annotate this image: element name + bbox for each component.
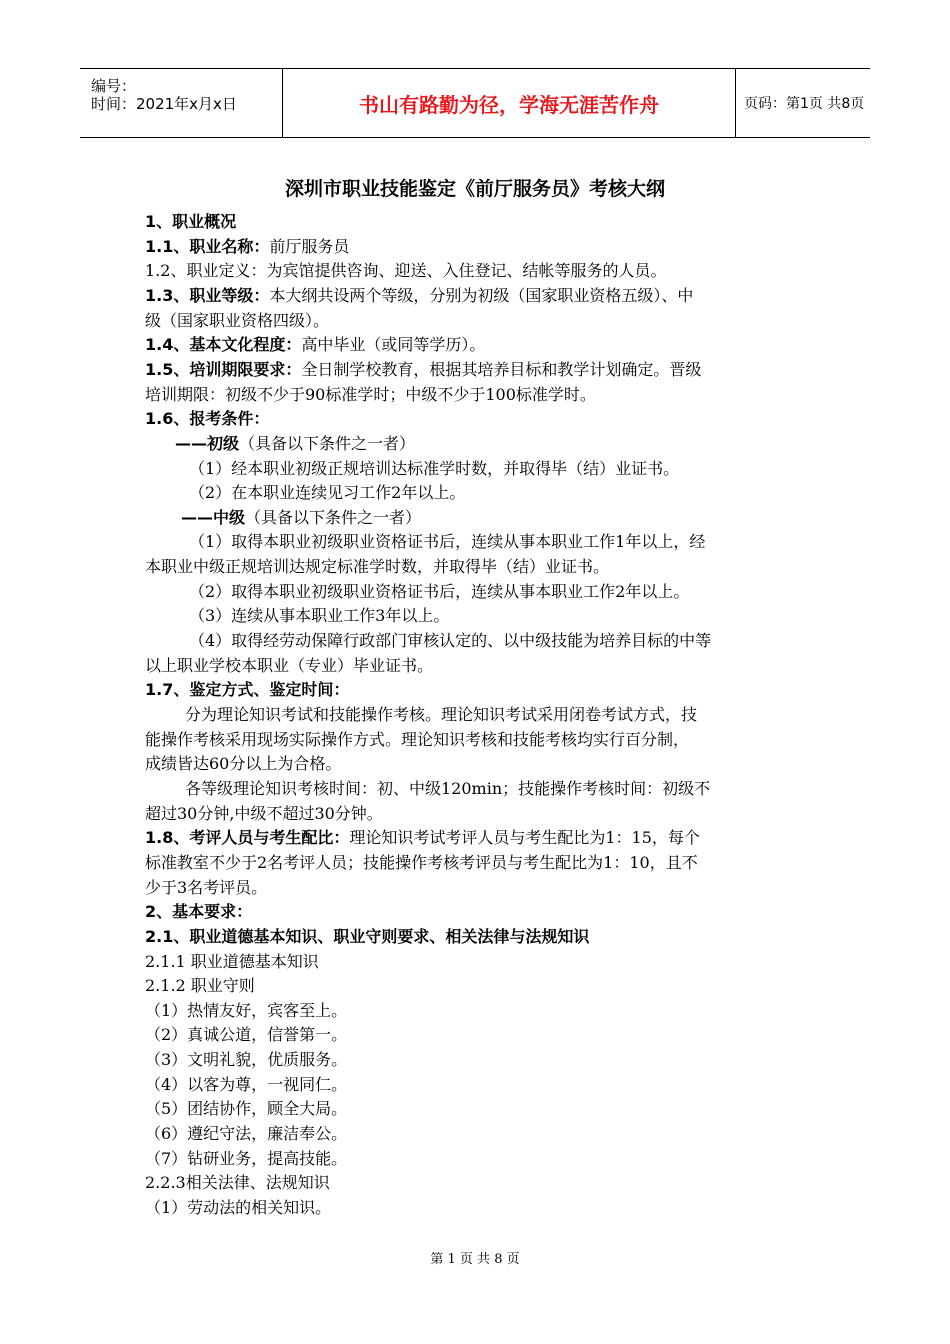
body-line-text: （3）文明礼貌，优质服务。 (145, 1050, 348, 1070)
body-line (185, 703, 697, 727)
body-line (145, 851, 698, 875)
body-line-bold: 1.6、报考条件： (145, 409, 270, 429)
body-line (175, 432, 415, 456)
body-line-text: 各等级理论知识考核时间：初、中级120min；技能操作考核时间：初级不 (185, 778, 711, 798)
body-line (145, 1122, 347, 1146)
body-line (145, 259, 666, 283)
header-motto: 书山有路勤为径，学海无涯苦作舟 (283, 69, 736, 137)
date-label: 时间：2021年x月x日 (91, 95, 237, 113)
body-line-text: 全日制学校教育，根据其培养目标和教学计划确定。晋级 (301, 359, 702, 379)
number-label: 编号： (91, 77, 137, 95)
body-line (145, 309, 329, 333)
body-line (145, 999, 347, 1023)
body-line-text: 2.1.1 职业道德基本知识 (145, 951, 319, 971)
body-line (145, 235, 349, 259)
document-title: 深圳市职业技能鉴定《前厅服务员》考核大纲 (284, 178, 665, 200)
body-line (189, 457, 679, 481)
page-footer: 第 1 页 共 8 页 (430, 1252, 520, 1267)
body-line-text: （具备以下条件之一者） (239, 433, 416, 453)
body-line-bold: 1、职业概况 (145, 212, 237, 231)
body-line-text: （2）取得本职业初级职业资格证书后，连续从事本职业工作2年以上。 (189, 581, 690, 601)
body-line-text: （7）钻研业务，提高技能。 (145, 1148, 348, 1168)
body-line-text: （2）真诚公道，信誉第一。 (145, 1025, 348, 1045)
body-line-text: （4）以客为尊，一视同仁。 (145, 1074, 348, 1094)
body-line (145, 802, 383, 826)
body-line-bold: 1.1、职业名称： (145, 236, 270, 256)
body-line-text: 理论知识考试考评人员与考生配比为1：15，每个 (349, 828, 700, 848)
body-line (145, 974, 255, 998)
body-line (145, 284, 693, 308)
body-line-bold: 1.3、职业等级： (145, 285, 270, 305)
body-line (181, 506, 421, 530)
body-line-bold: 2、基本要求： (145, 902, 253, 922)
body-line-text: 成绩皆达60分以上为合格。 (145, 754, 342, 774)
body-line-text: 2.1.2 职业守则 (145, 976, 255, 996)
body-line (145, 210, 236, 234)
body-line-bold: 1.4、基本文化程度： (145, 335, 302, 355)
body-line (145, 876, 267, 900)
body-line-bold: ——中级 (181, 507, 246, 527)
body-line (145, 407, 269, 431)
body-line-text: （1）热情友好，宾客至上。 (145, 1000, 348, 1020)
header-meta-cell (80, 69, 283, 137)
body-line-text: 分为理论知识考试和技能操作考核。理论知识考试采用闭卷考试方式，技 (185, 705, 698, 724)
body-line-text: 前厅服务员 (269, 236, 350, 256)
body-line-text: 超过30分钟,中级不超过30分钟。 (145, 803, 383, 823)
body-line (145, 678, 349, 702)
body-line-text: 级（国家职业资格四级）。 (145, 310, 330, 330)
body-line-text: 本大纲共设两个等级，分别为初级（国家职业资格五级）、中 (269, 285, 694, 305)
body-line-text: 标准教室不少于2名考评人员；技能操作考核考评员与考生配比为1：10，且不 (145, 852, 698, 872)
body-line-text: 1.2、职业定义：为宾馆提供咨询、迎送、入住登记、结帐等服务的人员。 (145, 261, 667, 281)
body-line (189, 629, 711, 653)
body-line (189, 580, 689, 604)
body-line (145, 333, 485, 357)
body-line-text: 以上职业学校本职业（专业）毕业证书。 (145, 655, 434, 675)
body-line-bold: 1.7、鉴定方式、鉴定时间： (145, 680, 350, 700)
body-line (145, 1147, 347, 1171)
body-line-text: 高中毕业（或同等学历）。 (301, 335, 486, 355)
body-line (145, 1048, 347, 1072)
body-line (145, 358, 701, 382)
body-line-bold: 1.5、培训期限要求： (145, 359, 302, 379)
body-line-text: 本职业中级正规培训达规定标准学时数，并取得毕（结）业证书。 (145, 557, 610, 577)
body-line (145, 1097, 347, 1121)
body-line (145, 900, 252, 924)
body-line-text: （3）连续从事本职业工作3年以上。 (189, 606, 450, 626)
body-line (145, 826, 700, 850)
page-header (80, 68, 870, 138)
body-line-text: 能操作考核采用现场实际操作方式。理论知识考核和技能考核均实行百分制， (145, 729, 690, 749)
body-line (189, 604, 449, 628)
body-line (145, 654, 433, 678)
body-line (145, 925, 589, 949)
body-line-text: （1）经本职业初级正规培训达标准学时数，并取得毕（结）业证书。 (189, 458, 680, 478)
body-line (145, 1171, 330, 1195)
body-line (145, 383, 596, 407)
header-page-info: 页码：第1页 共8页 (744, 96, 865, 112)
body-line-text: （6）遵纪守法，廉洁奉公。 (145, 1124, 348, 1144)
body-line-bold: 2.1、职业道德基本知识、职业守则要求、相关法律与法规知识 (145, 926, 590, 946)
body-line-text: （具备以下条件之一者） (245, 507, 422, 527)
body-line (145, 555, 609, 579)
body-line (145, 1073, 347, 1097)
body-line-text: （1）劳动法的相关知识。 (145, 1198, 332, 1217)
body-line-text: （4）取得经劳动保障行政部门审核认定的、以中级技能为培养目标的中等 (189, 631, 712, 651)
body-line (145, 728, 689, 752)
body-line (145, 752, 341, 776)
body-line (189, 481, 465, 505)
body-line-text: 培训期限：初级不少于90标准学时；中级不少于100标准学时。 (145, 384, 596, 404)
body-line-text: （5）团结协作，顾全大局。 (145, 1099, 348, 1119)
body-line-text: （1）取得本职业初级职业资格证书后，连续从事本职业工作1年以上，经 (189, 532, 706, 552)
body-line (145, 1196, 331, 1220)
body-line (145, 950, 319, 974)
body-line-bold: 1.8、考评人员与考生配比： (145, 828, 350, 848)
body-line-text: 少于3名考评员。 (145, 877, 268, 897)
body-line (145, 1023, 347, 1047)
body-line-bold: ——初级 (175, 433, 240, 453)
body-line-text: 2.2.3相关法律、法规知识 (145, 1173, 330, 1193)
body-line (185, 777, 710, 801)
body-line (189, 530, 705, 554)
body-line-text: （2）在本职业连续见习工作2年以上。 (189, 483, 466, 503)
